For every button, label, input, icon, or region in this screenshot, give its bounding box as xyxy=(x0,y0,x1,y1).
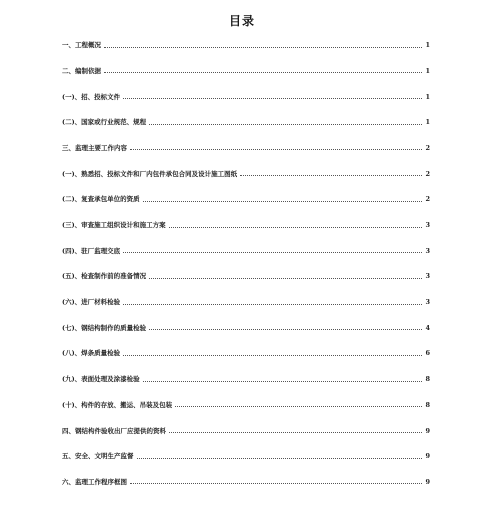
toc-dot-leader xyxy=(137,457,423,459)
toc-entry-label: 三、监理主要工作内容 xyxy=(62,143,127,152)
toc-dot-leader xyxy=(123,303,422,305)
toc-entry[interactable] xyxy=(62,158,430,184)
toc-entry[interactable] xyxy=(62,210,430,236)
toc-entry[interactable] xyxy=(62,107,430,133)
toc-entry-label: (四)、驻厂监理交底 xyxy=(62,246,121,255)
toc-dot-leader xyxy=(123,354,422,356)
toc-page-number: 3 xyxy=(425,298,430,307)
toc-page-number: 2 xyxy=(425,143,430,152)
toc-page-number: 6 xyxy=(425,349,430,358)
toc-entry-label: 二、编制依据 xyxy=(62,66,101,75)
toc-dot-leader xyxy=(143,380,423,382)
toc-entry-label: 五、安全、文明生产监督 xyxy=(62,452,134,461)
toc-entry-label: (二)、复查承包单位的资质 xyxy=(62,195,140,204)
toc-page-number: 9 xyxy=(425,452,430,461)
toc-entry[interactable] xyxy=(62,441,430,467)
toc-dot-leader xyxy=(123,251,422,253)
toc-dot-leader xyxy=(169,431,422,433)
toc-page-number: 3 xyxy=(425,246,430,255)
toc-dot-leader xyxy=(149,123,422,125)
toc-page-number: 9 xyxy=(425,426,430,435)
toc-page-number: 2 xyxy=(425,169,430,178)
toc-entry[interactable] xyxy=(62,261,430,287)
toc-page-number: 1 xyxy=(425,66,430,75)
toc-entry[interactable] xyxy=(62,338,430,364)
toc-page-number: 4 xyxy=(425,323,430,332)
toc-entry-label: 四、钢结构件验收出厂应提供的资料 xyxy=(62,426,166,435)
toc-dot-leader xyxy=(123,97,422,99)
toc-entry[interactable] xyxy=(62,415,430,441)
toc-entry[interactable] xyxy=(62,467,430,493)
toc-page-number: 1 xyxy=(425,92,430,101)
toc-page-number: 9 xyxy=(425,477,430,486)
toc-entry-label: (三)、审查施工组织设计和施工方案 xyxy=(62,221,166,229)
toc-page-number: 1 xyxy=(425,118,430,127)
toc-entry-label: (二)、国家或行业规范、规程 xyxy=(62,118,147,127)
toc-page-number: 1 xyxy=(425,41,430,50)
toc-entry[interactable] xyxy=(62,184,430,210)
toc-entry[interactable] xyxy=(62,56,430,82)
toc-page-number: 2 xyxy=(425,195,430,204)
toc-entry-label: 六、监理工作程序框图 xyxy=(62,477,127,486)
toc-entry[interactable] xyxy=(62,313,430,339)
toc-entry-label: (六)、进厂材料检验 xyxy=(62,298,121,307)
toc-entry-label: (十)、构件的存放、搬运、吊装及包装 xyxy=(62,400,173,409)
toc-entry-label: (八)、焊条质量检验 xyxy=(62,349,121,358)
toc-entry[interactable] xyxy=(62,30,430,56)
toc-entry-label: (五)、检查制作前的准备情况 xyxy=(62,272,147,281)
toc-page-number: 3 xyxy=(425,272,430,281)
toc-title: 目录 xyxy=(228,14,255,28)
toc-dot-leader xyxy=(104,71,422,73)
toc-entry-label: (九)、表面处理及涂漆检验 xyxy=(62,375,140,384)
toc-entry-label: 一、工程概况 xyxy=(62,41,101,50)
toc-dot-leader xyxy=(175,405,422,407)
toc-dot-leader xyxy=(240,174,422,176)
toc-entry[interactable] xyxy=(62,390,430,416)
toc-entry-label: (一)、招、投标文件 xyxy=(62,92,121,101)
toc-entry-label: (一)、熟悉招、投标文件和厂内包件承包合同及设计施工图纸 xyxy=(62,169,238,178)
toc-entry-label: (七)、钢结构制作的质量检验 xyxy=(62,323,147,332)
toc-dot-leader xyxy=(149,328,422,330)
toc-page-number: 3 xyxy=(425,221,430,229)
toc-dot-leader xyxy=(130,148,422,150)
toc-dot-leader xyxy=(104,46,422,48)
toc-page-number: 8 xyxy=(425,400,430,409)
toc-entry[interactable] xyxy=(62,133,430,159)
toc-dot-leader xyxy=(169,226,423,228)
toc-entry[interactable] xyxy=(62,81,430,107)
toc-page-number: 8 xyxy=(425,375,430,384)
toc-dot-leader xyxy=(143,200,423,202)
toc-list xyxy=(62,30,430,492)
toc-dot-leader xyxy=(130,482,422,484)
toc-entry[interactable] xyxy=(62,364,430,390)
toc-entry[interactable] xyxy=(62,287,430,313)
toc-entry[interactable] xyxy=(62,236,430,262)
toc-dot-leader xyxy=(149,277,422,279)
